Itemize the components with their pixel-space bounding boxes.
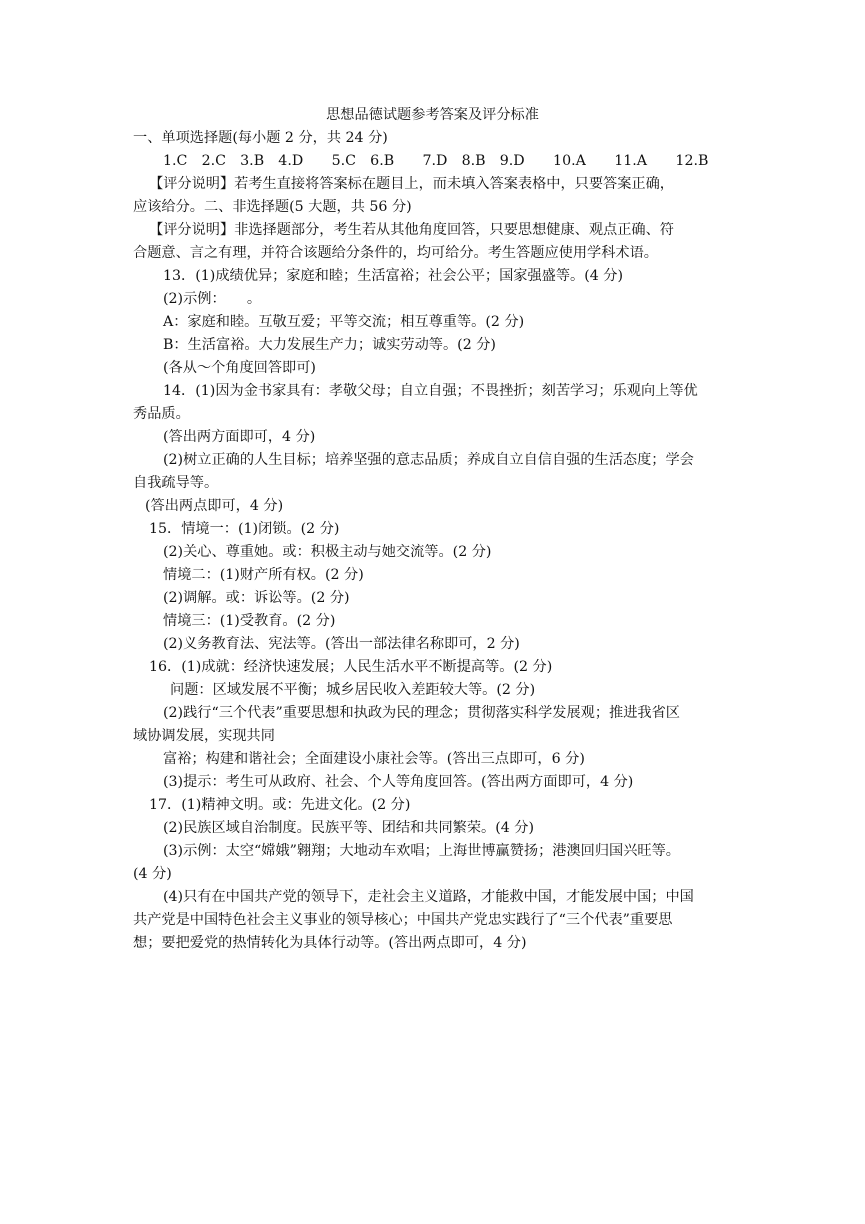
answer-line: 13．(1)成绩优异；家庭和睦；生活富裕；社会公平；国家强盛等。(4 分) xyxy=(163,268,624,284)
answer-line: 秀品质。 xyxy=(133,406,190,422)
answer-line: (4 分) xyxy=(133,866,172,882)
answer-line: (2)践行“三个代表”重要思想和执政为民的理念；贯彻落实科学发展观；推进我省区 xyxy=(163,705,680,721)
answer-line: 富裕；构建和谐社会；全面建设小康社会等。(答出三点即可，6 分) xyxy=(163,751,585,767)
answer-line: 16．(1)成就：经济快速发展；人民生活水平不断提高等。(2 分) xyxy=(149,659,553,675)
answer-line: (3)示例：太空“嫦娥”翱翔；大地动车欢唱；上海世博赢赞扬；港澳回归国兴旺等。 xyxy=(163,843,680,859)
answer-line: 14．(1)因为金书家具有：孝敬父母；自立自强；不畏挫折；刻苦学习；乐观向上等优 xyxy=(163,383,698,399)
answer-line: (3)提示：考生可从政府、社会、个人等角度回答。(答出两方面即可，4 分) xyxy=(163,774,634,790)
answer-line: (2)树立正确的人生目标；培养坚强的意志品质；养成自立自信自强的生活态度；学会 xyxy=(163,452,694,468)
answer-line: (答出两方面即可，4 分) xyxy=(163,429,316,445)
answer-line: 情境二：(1)财产所有权。(2 分) xyxy=(163,567,364,583)
scoring-note: 合题意、言之有理，并符合该题给分条件的，均可给分。考生答题应使用学科术语。 xyxy=(133,245,658,261)
answer-line: (答出两点即可，4 分) xyxy=(145,498,284,514)
answer-line: (各从～个角度回答即可) xyxy=(163,360,316,376)
answer-line: (4)只有在中国共产党的领导下，走社会主义道路，才能救中国，才能发展中国；中国 xyxy=(163,889,694,905)
section-heading: 一、单项选择题(每小题 2 分，共 24 分) xyxy=(133,130,388,146)
answer-line: (2)义务教育法、宪法等。(答出一部法律名称即可，2 分) xyxy=(163,636,520,652)
scoring-note: 应该给分。二、非选择题(5 大题，共 56 分) xyxy=(133,199,412,215)
answer-line: 共产党是中国特色社会主义事业的领导核心；中国共产党忠实践行了“三个代表”重要思 xyxy=(133,912,673,928)
answer-line: 17．(1)精神文明。或：先进文化。(2 分) xyxy=(149,797,411,813)
answer-line: 自我疏导等。 xyxy=(133,475,219,491)
answer-line: (2)关心、尊重她。或：积极主动与她交流等。(2 分) xyxy=(163,544,492,560)
answer-line: (2)民族区域自治制度。民族平等、团结和共同繁荣。(4 分) xyxy=(163,820,535,836)
answer-line: B：生活富裕。大力发展生产力；诚实劳动等。(2 分) xyxy=(163,337,496,353)
page-title: 思想品德试题参考答案及评分标准 xyxy=(326,107,539,123)
answer-line: 域协调发展，实现共同 xyxy=(133,728,275,744)
scoring-note: 【评分说明】若考生直接将答案标在题目上，而未填入答案表格中，只要答案正确， xyxy=(149,176,674,192)
answer-line: A：家庭和睦。互敬互爱；平等交流；相互尊重等。(2 分) xyxy=(163,314,525,330)
answer-line: (2)示例： 。 xyxy=(163,291,262,307)
answer-line: 想；要把爱党的热情转化为具体行动等。(答出两点即可，4 分) xyxy=(133,935,527,951)
answer-line: (2)调解。或：诉讼等。(2 分) xyxy=(163,590,350,606)
answer-key-row: 1.C 2.C 3.B 4.D 5.C 6.B 7.D 8.B 9.D 10.A 11.A 12.B xyxy=(163,153,709,169)
answer-line: 情境三：(1)受教育。(2 分) xyxy=(163,613,336,629)
answer-line: 15．情境一：(1)闭锁。(2 分) xyxy=(149,521,340,537)
answer-line: 问题：区域发展不平衡；城乡居民收入差距较大等。(2 分) xyxy=(170,682,536,698)
scoring-note: 【评分说明】非选择题部分，考生若从其他角度回答，只要思想健康、观点正确、符 xyxy=(149,222,674,238)
